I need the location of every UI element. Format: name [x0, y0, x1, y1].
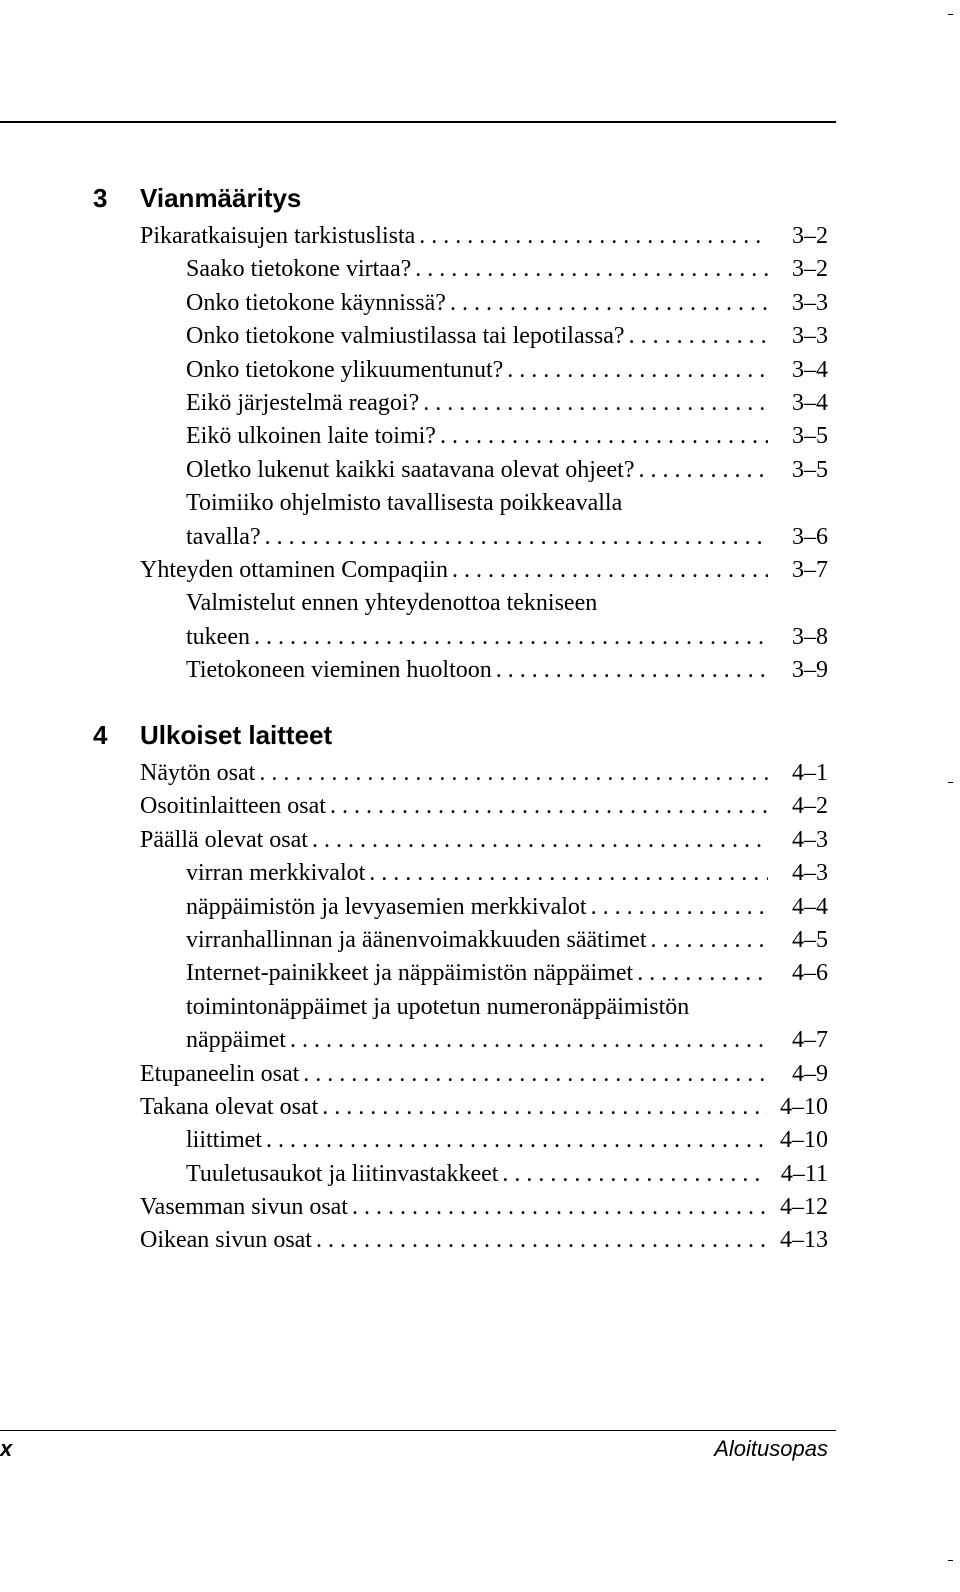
- dot-leader: [322, 1091, 768, 1124]
- chapter-heading: [0, 176, 960, 220]
- toc-entry[interactable]: [0, 220, 960, 253]
- toc-entry[interactable]: [0, 253, 960, 286]
- toc-page-number: 4–12: [780, 1194, 828, 1221]
- toc-entry-title: Internet-painikkeet ja näppäimistön näppäimet: [186, 960, 634, 987]
- dot-leader: [266, 1124, 768, 1157]
- toc-page-number: 3–3: [792, 289, 828, 316]
- toc-page-number: 3–5: [792, 423, 828, 450]
- dot-leader: [312, 824, 768, 857]
- toc-page-number: 4–5: [792, 926, 828, 953]
- toc-page-number: 4–10: [780, 1093, 828, 1120]
- toc-entry-title: Oikean sivun osat: [140, 1227, 312, 1254]
- toc-entry[interactable]: [0, 1024, 960, 1057]
- dot-leader: [450, 287, 768, 320]
- toc-page-number: 3–5: [792, 456, 828, 483]
- toc-page-number: 4–13: [780, 1227, 828, 1254]
- chapter-heading: [0, 713, 960, 757]
- chapter-section: [0, 713, 960, 1258]
- toc-entry[interactable]: [0, 454, 960, 487]
- toc-page-number: 3–9: [792, 657, 828, 684]
- toc-page-number: 4–10: [780, 1127, 828, 1154]
- toc-page-number: 4–2: [792, 793, 828, 820]
- dot-leader: [303, 1058, 768, 1091]
- toc-entry-title: Takana olevat osat: [140, 1093, 319, 1120]
- toc-entry-title: Päällä olevat osat: [140, 826, 308, 853]
- dot-leader: [419, 220, 768, 253]
- dot-leader: [496, 654, 768, 687]
- dot-leader: [637, 957, 768, 990]
- dot-leader: [369, 857, 768, 890]
- dot-leader: [651, 924, 769, 957]
- toc-page-number: 3–2: [792, 256, 828, 283]
- chapter-number: 3: [93, 183, 108, 213]
- toc-page-number: 3–7: [792, 556, 828, 583]
- chapter-number: 4: [93, 720, 108, 750]
- toc-entry[interactable]: [0, 554, 960, 587]
- toc-entry-line: [0, 487, 960, 520]
- toc-entry-title: Onko tietokone ylikuumentunut?: [186, 356, 504, 383]
- toc-page-number: 3–4: [792, 389, 828, 416]
- toc-entry-title: Valmistelut ennen yhteydenottoa tekniseen: [186, 590, 598, 617]
- toc-entry-title: virran merkkivalot: [186, 860, 366, 887]
- toc-entry[interactable]: [0, 1224, 960, 1257]
- toc-entry-title: Onko tietokone valmiustilassa tai lepotilassa?: [186, 323, 625, 350]
- dot-leader: [639, 454, 769, 487]
- chapter-title: Ulkoiset laitteet: [140, 720, 333, 750]
- toc-entry-title: liittimet: [186, 1127, 262, 1154]
- dot-leader: [452, 554, 768, 587]
- crop-mark: [948, 14, 953, 15]
- toc-entry-line: [0, 991, 960, 1024]
- dot-leader: [502, 1158, 768, 1191]
- page-number: x: [0, 1436, 13, 1461]
- toc-entry[interactable]: [0, 1191, 960, 1224]
- toc-entry[interactable]: [0, 654, 960, 687]
- toc-page-number: 3–8: [792, 623, 828, 650]
- toc-entry-title: Saako tietokone virtaa?: [186, 256, 412, 283]
- toc-entry-title: Näytön osat: [140, 760, 256, 786]
- toc-page-number: 4–3: [792, 826, 828, 853]
- dot-leader: [507, 354, 768, 387]
- toc-page-number: 4–3: [792, 860, 828, 887]
- toc-page-number: 4–7: [792, 1027, 828, 1054]
- toc-entry[interactable]: [0, 521, 960, 554]
- dot-leader: [415, 253, 768, 286]
- dot-leader: [259, 757, 768, 790]
- chapter-section: [0, 176, 960, 687]
- header-rule: [0, 121, 836, 123]
- toc-page-number: 4–11: [780, 1160, 828, 1187]
- dot-leader: [423, 387, 768, 420]
- dot-leader: [352, 1191, 768, 1224]
- toc-entry-title: näppäimistön ja levyasemien merkkivalot: [186, 893, 587, 920]
- toc-page-number: 4–1: [792, 760, 828, 786]
- toc-entry-title-continued: tavalla?: [186, 523, 261, 550]
- toc-list: [0, 220, 960, 687]
- toc-entry[interactable]: [0, 1058, 960, 1091]
- toc-entry-title: Osoitinlaitteen osat: [140, 793, 326, 820]
- toc-entry[interactable]: [0, 891, 960, 924]
- toc-page-number: 3–3: [792, 323, 828, 350]
- book-title: Aloitusopas: [714, 1436, 828, 1461]
- toc-entry-title: Oletko lukenut kaikki saatavana olevat ohjeet?: [186, 456, 635, 483]
- toc-entry[interactable]: [0, 1124, 960, 1157]
- toc-entry[interactable]: [0, 621, 960, 654]
- toc-entry-title: Vasemman sivun osat: [140, 1194, 348, 1221]
- dot-leader: [330, 790, 768, 823]
- footer-rule: [0, 1430, 836, 1431]
- toc-entry-title: Tietokoneen vieminen huoltoon: [186, 657, 492, 684]
- toc-page-number: 4–9: [792, 1060, 828, 1087]
- toc-entry[interactable]: [0, 354, 960, 387]
- toc-entry[interactable]: [0, 387, 960, 420]
- dot-leader: [591, 891, 768, 924]
- toc-page-number: 3–4: [792, 356, 828, 383]
- toc-entry-title: Toimiiko ohjelmisto tavallisesta poikkeavalla: [186, 490, 623, 517]
- toc-entry[interactable]: [0, 857, 960, 890]
- toc-entry-title: Eikö ulkoinen laite toimi?: [186, 423, 436, 450]
- toc-page-number: 3–6: [792, 523, 828, 550]
- dot-leader: [290, 1024, 768, 1057]
- toc-page-number: 4–6: [792, 960, 828, 987]
- toc-entry[interactable]: [0, 824, 960, 857]
- toc-entry-title: Pikaratkaisujen tarkistuslista: [140, 223, 416, 249]
- toc-entry-title: Onko tietokone käynnissä?: [186, 289, 446, 316]
- toc-entry[interactable]: [0, 757, 960, 790]
- toc-entry-title: virranhallinnan ja äänenvoimakkuuden säätimet: [186, 926, 647, 953]
- toc-entry-title: Etupaneelin osat: [140, 1060, 300, 1087]
- dot-leader: [265, 521, 768, 554]
- toc-entry[interactable]: [0, 320, 960, 353]
- toc-entry[interactable]: [0, 924, 960, 957]
- toc-page-number: 4–4: [792, 893, 828, 920]
- crop-mark: [948, 1560, 953, 1561]
- dot-leader: [316, 1224, 768, 1257]
- dot-leader: [440, 420, 768, 453]
- toc-entry-title: Tuuletusaukot ja liitinvastakkeet: [186, 1160, 499, 1187]
- toc-entry-title: Eikö järjestelmä reagoi?: [186, 389, 420, 416]
- toc-entry-title: Yhteyden ottaminen Compaqiin: [140, 556, 448, 583]
- toc-list: [0, 757, 960, 1258]
- chapter-title: Vianmääritys: [140, 183, 302, 213]
- toc-entry-title-continued: tukeen: [186, 623, 250, 650]
- toc-entry[interactable]: [0, 420, 960, 453]
- toc-entry[interactable]: [0, 287, 960, 320]
- toc-page-number: 3–2: [792, 223, 828, 249]
- toc-entry-line: [0, 587, 960, 620]
- toc-entry[interactable]: [0, 790, 960, 823]
- toc-entry-title-continued: näppäimet: [186, 1027, 286, 1054]
- dot-leader: [254, 621, 768, 654]
- toc-entry-title: toimintonäppäimet ja upotetun numeronäppäimistön: [186, 993, 690, 1020]
- toc-entry[interactable]: [0, 1091, 960, 1124]
- dot-leader: [629, 320, 768, 353]
- toc-entry[interactable]: [0, 1158, 960, 1191]
- toc-entry[interactable]: [0, 957, 960, 990]
